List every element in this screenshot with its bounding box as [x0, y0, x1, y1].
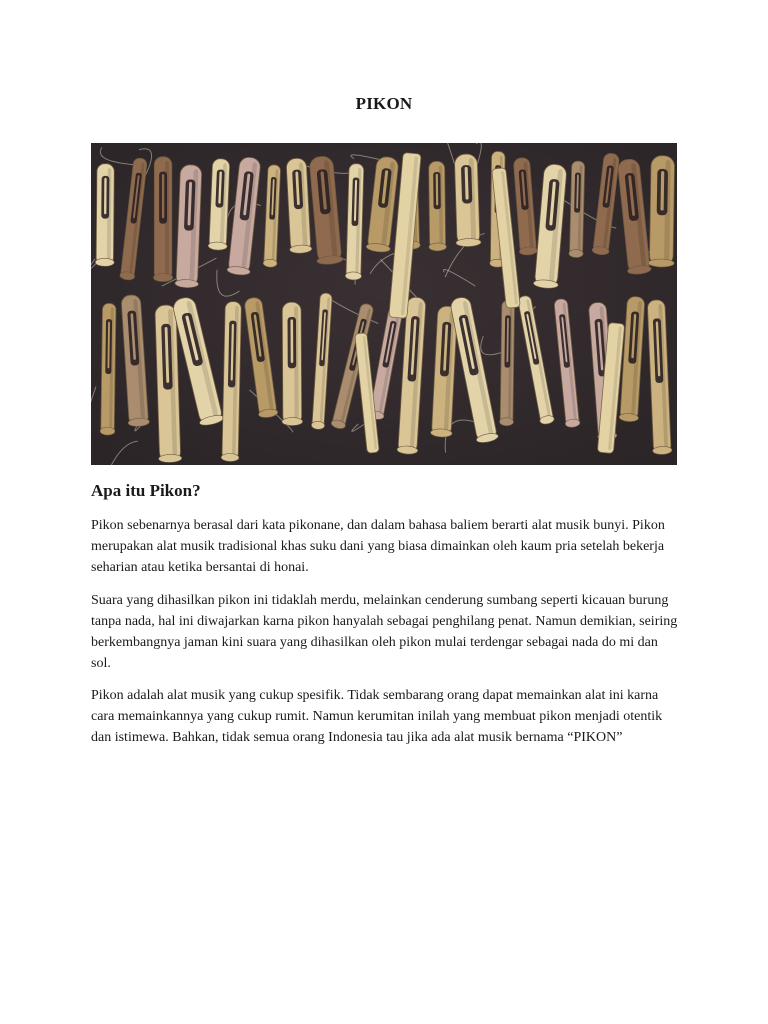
paragraph-3: Pikon adalah alat musik yang cukup spesifik. Tidak sembarang orang dapat memainkan alat ini karna cara memainkannya yang cukup rumit. Namun kerumitan inilah yang membuat pikon menjadi otentik dan istimewa. Bahkan, tidak semua orang Indonesia tau jika ada alat musik bernama “PIKON” — [91, 688, 663, 745]
section-heading: Apa itu Pikon? — [91, 481, 201, 500]
pikon-instruments-photo — [91, 143, 677, 465]
paragraph-2: Suara yang dihasilkan pikon ini tidaklah merdu, melainkan cenderung sumbang seperti kicauan burung tanpa nada, hal ini diwajarkan karna pikon hanyalah sebagai penghilang penat. Namun demikian, seiring berkembangnya jaman kini suara yang dihasilkan oleh pikon mulai terdengar sebagai nada do mi dan sol. — [91, 593, 678, 671]
pikon-instrument — [453, 154, 481, 247]
pikon-instrument — [153, 157, 172, 282]
page-title: PIKON — [355, 94, 413, 113]
pikon-instrument — [95, 164, 115, 267]
pikon-instruments-illustration — [91, 143, 677, 465]
pikon-instrument — [569, 161, 586, 258]
pikon-instrument — [648, 156, 676, 268]
paragraph-1: Pikon sebenarnya berasal dari kata pikonane, dan dalam bahasa baliem berarti alat musik bunyi. Pikon merupakan alat musik tradisional khas suku dani yang biasa dimainkan oleh kaum pria setelah bekerja seharian atau ketika bersantai di honai. — [91, 518, 665, 575]
pikon-instrument — [100, 303, 117, 435]
pikon-instrument — [281, 302, 302, 425]
pikon-instrument — [499, 300, 515, 426]
pikon-instrument — [428, 161, 447, 251]
